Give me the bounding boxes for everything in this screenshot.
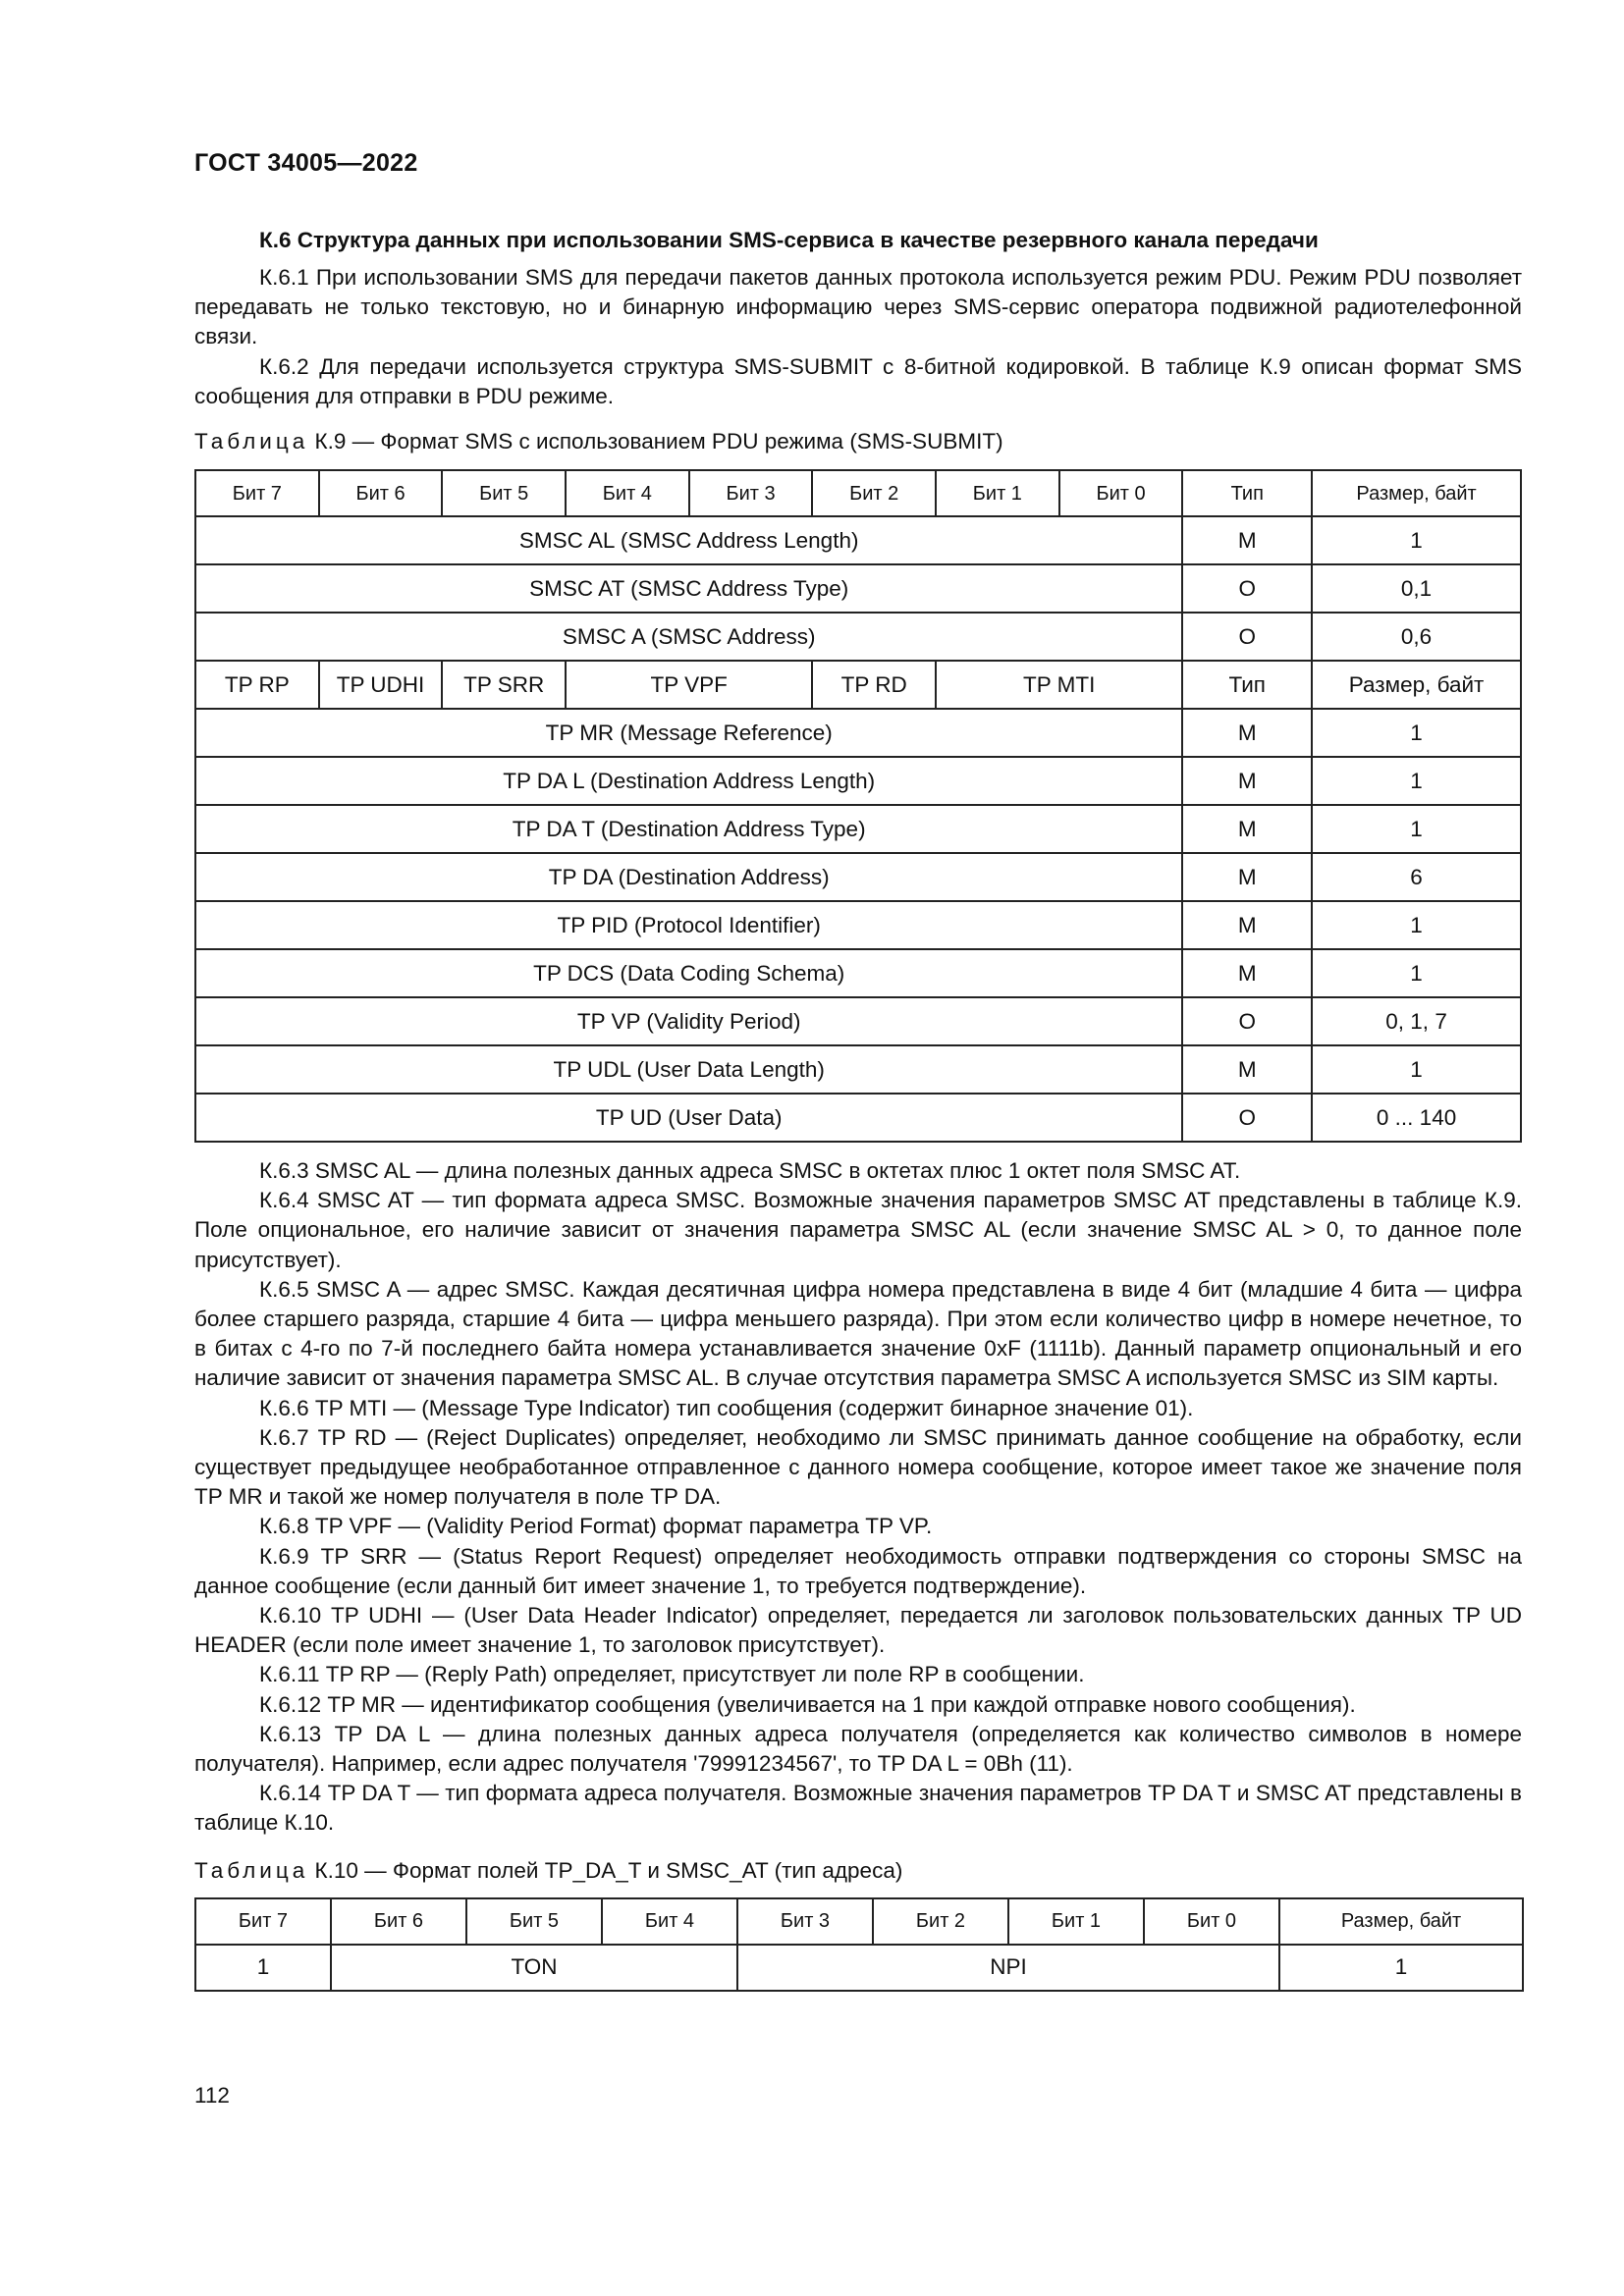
paragraph-k-6-5: К.6.5 SMSC A — адрес SMSC. Каждая десятичная цифра номера представлена в виде 4 бит (младшие 4 бита — цифра более старшего разряда, старшие 4 бита — цифра меньшего разряда). При этом если количество цифр в номере нечетное, то в битах с 4-го по 7-й последнего байта номера устанавливается значение 0xF (1111b). Данный параметр опциональный и его наличие зависит от значения параметра SMSC AL. В случае отсутствия параметра SMSC A используется SMSC из SIM карты. (194, 1276, 1522, 1391)
subheader-cell: TP MTI (936, 661, 1182, 709)
header-cell: Бит 4 (602, 1898, 737, 1945)
field-type-cell: M (1182, 516, 1312, 564)
npi-cell: NPI (737, 1945, 1279, 1991)
header-cell: Бит 6 (319, 470, 443, 516)
field-name-cell: TP VP (Validity Period) (195, 997, 1182, 1045)
subheader-cell: Тип (1182, 661, 1312, 709)
table-caption-text: К.9 — Формат SMS с использованием PDU режима (SMS-SUBMIT) (308, 429, 1003, 454)
header-cell: Бит 3 (737, 1898, 873, 1945)
field-name-cell: TP UDL (User Data Length) (195, 1045, 1182, 1094)
page-content (194, 226, 1522, 1992)
field-name-cell: TP DA T (Destination Address Type) (195, 805, 1182, 853)
table-caption-text: К.10 — Формат полей TP_DA_T и SMSC_AT (тип адреса) (308, 1857, 903, 1883)
paragraph-k-6-1: К.6.1 При использовании SMS для передачи пакетов данных протокола используется режим PDU. Режим PDU позволяет передавать не только текстовую, но и бинарную информацию через SMS-сервис оператора подвижной радиотелефонной связи. (194, 265, 1522, 349)
table-caption-prefix: Таблица (194, 1857, 309, 1883)
field-size-cell: 0, 1, 7 (1312, 997, 1521, 1045)
header-cell: Размер, байт (1279, 1898, 1523, 1945)
page-number: 112 (194, 2083, 230, 2108)
subheader-cell: TP RP (195, 661, 319, 709)
field-type-cell: O (1182, 1094, 1312, 1142)
paragraph-k-6-12: К.6.12 TP MR — идентификатор сообщения (увеличивается на 1 при каждой отправке нового сообщения). (259, 1691, 1356, 1717)
header-cell: Бит 0 (1144, 1898, 1279, 1945)
table-row (195, 709, 1521, 757)
header-cell: Бит 5 (442, 470, 566, 516)
table-row (195, 997, 1521, 1045)
table-row (195, 564, 1521, 613)
field-size-cell: 6 (1312, 853, 1521, 901)
field-name-cell: TP DA L (Destination Address Length) (195, 757, 1182, 805)
standard-header: ГОСТ 34005—2022 (194, 149, 418, 177)
table-row (195, 853, 1521, 901)
table-k10 (194, 1897, 1524, 1992)
table-row (195, 901, 1521, 949)
paragraph-k-6-3: К.6.3 SMSC AL — длина полезных данных адреса SMSC в октетах плюс 1 октет поля SMSC AT. (259, 1158, 1241, 1184)
field-size-cell: 1 (1312, 516, 1521, 564)
field-name-cell: TP MR (Message Reference) (195, 709, 1182, 757)
field-type-cell: M (1182, 1045, 1312, 1094)
field-size-cell: 0,6 (1312, 613, 1521, 661)
field-type-cell: M (1182, 901, 1312, 949)
field-name-cell: TP DCS (Data Coding Schema) (195, 949, 1182, 997)
subheader-cell: TP UDHI (319, 661, 443, 709)
subheader-cell: TP RD (812, 661, 936, 709)
table-row (195, 1945, 1523, 1991)
field-name-cell: SMSC AL (SMSC Address Length) (195, 516, 1182, 564)
field-type-cell: O (1182, 613, 1312, 661)
paragraph-k-6-14: К.6.14 TP DA T — тип формата адреса получателя. Возможные значения параметров TP DA T и SMSC AT представлены в таблице К.10. (194, 1781, 1522, 1836)
table-caption-prefix: Таблица (194, 429, 309, 454)
field-type-cell: O (1182, 997, 1312, 1045)
field-name-cell: TP UD (User Data) (195, 1094, 1182, 1142)
field-type-cell: M (1182, 853, 1312, 901)
field-name-cell: TP PID (Protocol Identifier) (195, 901, 1182, 949)
header-cell: Бит 6 (331, 1898, 466, 1945)
header-cell: Бит 5 (466, 1898, 602, 1945)
table-k10-caption (194, 1856, 1522, 1886)
paragraph-k-6-6: К.6.6 TP MTI — (Message Type Indicator) тип сообщения (содержит бинарное значение 01). (259, 1395, 1194, 1420)
paragraph-k-6-11: К.6.11 TP RP — (Reply Path) определяет, присутствует ли поле RP в сообщении. (259, 1662, 1085, 1687)
size-cell: 1 (1279, 1945, 1523, 1991)
table-row (195, 1094, 1521, 1142)
field-type-cell: M (1182, 709, 1312, 757)
field-type-cell: O (1182, 564, 1312, 613)
table-row (195, 949, 1521, 997)
ton-cell: TON (331, 1945, 737, 1991)
table-header-row (195, 1898, 1523, 1945)
field-size-cell: 1 (1312, 901, 1521, 949)
paragraph-k-6-13: К.6.13 TP DA L — длина полезных данных адреса получателя (определяется как количество символов в номере получателя). Например, если адрес получателя '79991234567', то TP DA L = 0Bh (11). (194, 1721, 1522, 1777)
field-name-cell: TP DA (Destination Address) (195, 853, 1182, 901)
header-cell: Бит 1 (936, 470, 1059, 516)
header-cell: Бит 3 (689, 470, 813, 516)
table-subheader-row (195, 661, 1521, 709)
paragraph-k-6-10: К.6.10 TP UDHI — (User Data Header Indicator) определяет, передается ли заголовок пользовательских данных TP UD HEADER (если поле имеет значение 1, то заголовок присутствует). (194, 1603, 1522, 1658)
header-cell: Размер, байт (1312, 470, 1521, 516)
subheader-cell: TP VPF (566, 661, 812, 709)
paragraph-k-6-2: К.6.2 Для передачи используется структура SMS-SUBMIT с 8-битной кодировкой. В таблице К.9 описан формат SMS сообщения для отправки в PDU режиме. (194, 353, 1522, 408)
field-name-cell: SMSC AT (SMSC Address Type) (195, 564, 1182, 613)
paragraph-k-6-8: К.6.8 TP VPF — (Validity Period Format) формат параметра TP VP. (259, 1514, 933, 1539)
field-size-cell: 1 (1312, 805, 1521, 853)
paragraph-k-6-4: К.6.4 SMSC AT — тип формата адреса SMSC. Возможные значения параметров SMSC AT представлены в таблице К.9. Поле опциональное, его наличие зависит от значения параметра SMSC AL (если значение SMSC AL > 0, то данное поле присутствует). (194, 1188, 1522, 1272)
field-type-cell: M (1182, 757, 1312, 805)
table-row (195, 613, 1521, 661)
header-cell: Бит 7 (195, 470, 319, 516)
paragraph-k-6-7: К.6.7 TP RD — (Reject Duplicates) определяет, необходимо ли SMSC принимать данное сообщение на обработку, если существует предыдущее необработанное отправленное с данного номера сообщение, которое имеет такое же значение поля TP MR и такой же номер получателя в поле TP DA. (194, 1424, 1522, 1510)
header-cell: Бит 0 (1059, 470, 1183, 516)
header-cell: Бит 7 (195, 1898, 331, 1945)
table-row (195, 1045, 1521, 1094)
paragraph-k-6-9: К.6.9 TP SRR — (Status Report Request) определяет необходимость отправки подтверждения со стороны SMSC на данное сообщение (если данный бит имеет значение 1, то требуется подтверждение). (194, 1543, 1522, 1598)
field-type-cell: M (1182, 949, 1312, 997)
subheader-cell: TP SRR (442, 661, 566, 709)
field-size-cell: 1 (1312, 949, 1521, 997)
header-cell: Тип (1182, 470, 1312, 516)
field-size-cell: 1 (1312, 757, 1521, 805)
header-cell: Бит 2 (812, 470, 936, 516)
header-cell: Бит 4 (566, 470, 689, 516)
header-cell: Бит 2 (873, 1898, 1008, 1945)
section-title: К.6 Структура данных при использовании SMS-сервиса в качестве резервного канала передачи (259, 228, 1319, 252)
table-k9-caption (194, 427, 1522, 456)
table-row (195, 805, 1521, 853)
field-name-cell: SMSC A (SMSC Address) (195, 613, 1182, 661)
table-row (195, 516, 1521, 564)
table-row (195, 757, 1521, 805)
bit7-value-cell: 1 (195, 1945, 331, 1991)
field-type-cell: M (1182, 805, 1312, 853)
field-size-cell: 0 ... 140 (1312, 1094, 1521, 1142)
subheader-cell: Размер, байт (1312, 661, 1521, 709)
field-size-cell: 1 (1312, 709, 1521, 757)
field-size-cell: 1 (1312, 1045, 1521, 1094)
field-size-cell: 0,1 (1312, 564, 1521, 613)
table-k9 (194, 469, 1522, 1143)
header-cell: Бит 1 (1008, 1898, 1144, 1945)
table-header-row (195, 470, 1521, 516)
